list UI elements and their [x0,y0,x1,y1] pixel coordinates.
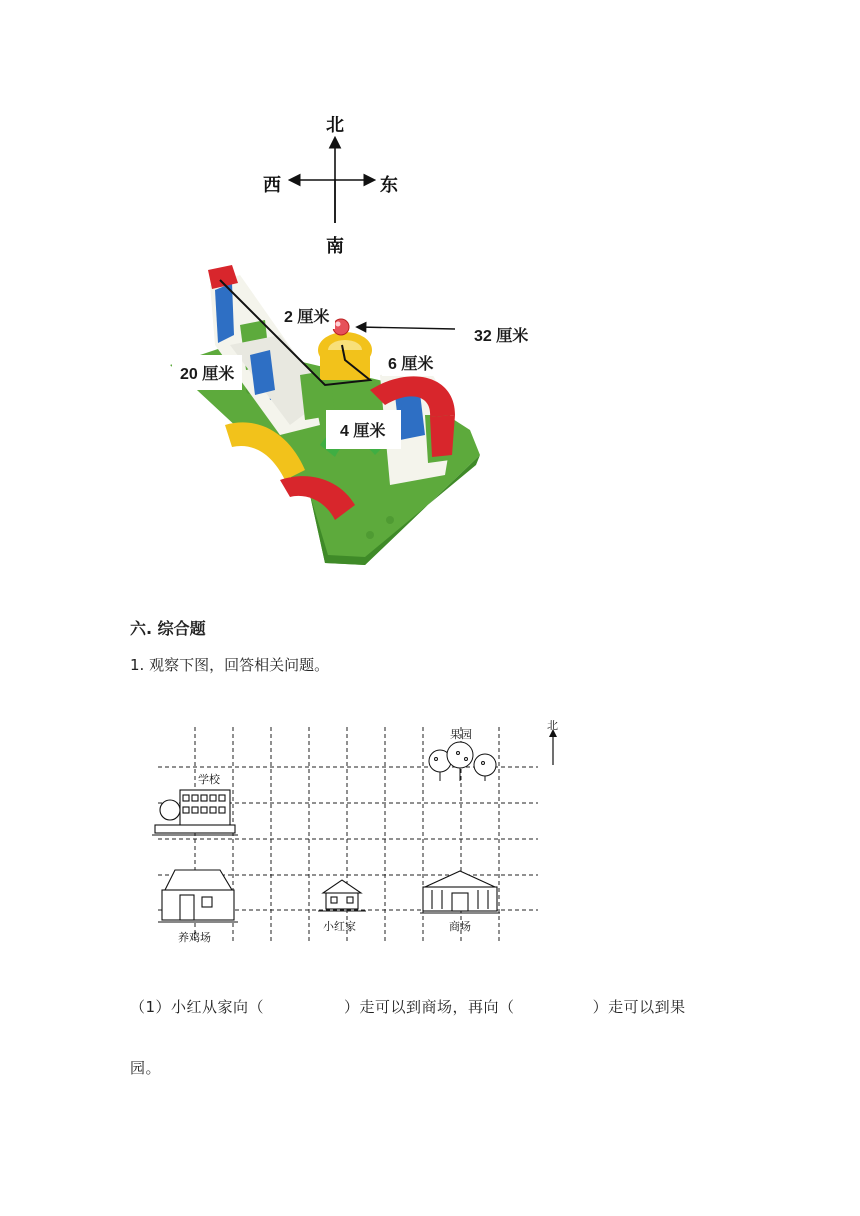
chicken-farm-icon [158,870,238,922]
question1-prompt: 1. 观察下图，回答相关问题。 [130,656,330,674]
label-6cm: 6 厘米 [382,349,439,376]
map-label-chicken-farm: 养鸡场 [178,931,211,944]
mall-icon [420,871,500,913]
map-label-xiaohong-home: 小红家 [323,920,356,933]
map-grid [140,715,580,950]
label-20cm: 20 厘米 [172,355,242,390]
marble-run-figure [170,265,550,570]
compass-south-label: 南 [326,236,344,257]
map-label-school: 学校 [198,773,220,786]
compass [255,105,415,255]
school-icon [152,790,238,835]
map-north-label: 北 [547,719,558,732]
map-label-mall: 商场 [449,920,471,933]
sub1-continuation: 园。 [130,1059,162,1077]
compass-east-label: 东 [380,175,398,196]
sub1-part-a: （1）小红从家向（ [130,998,265,1016]
sub1-part-b: ）走可以到商场，再向（ [344,998,515,1016]
label-32cm: 32 厘米 [468,321,534,348]
compass-west-label: 西 [263,175,281,196]
sub1-part-c: ）走可以到果 [592,998,686,1016]
orchard-icon [429,742,496,781]
label-2cm: 2 厘米 [278,302,335,329]
map-figure [140,715,580,950]
xiaohong-home-icon [318,880,366,911]
section-heading: 六. 综合题 [130,619,206,638]
label-4cm: 4 厘米 [326,410,401,449]
map-label-orchard: 果园 [450,728,472,741]
compass-north-label: 北 [326,115,344,136]
sub-question-1 [130,996,750,1017]
